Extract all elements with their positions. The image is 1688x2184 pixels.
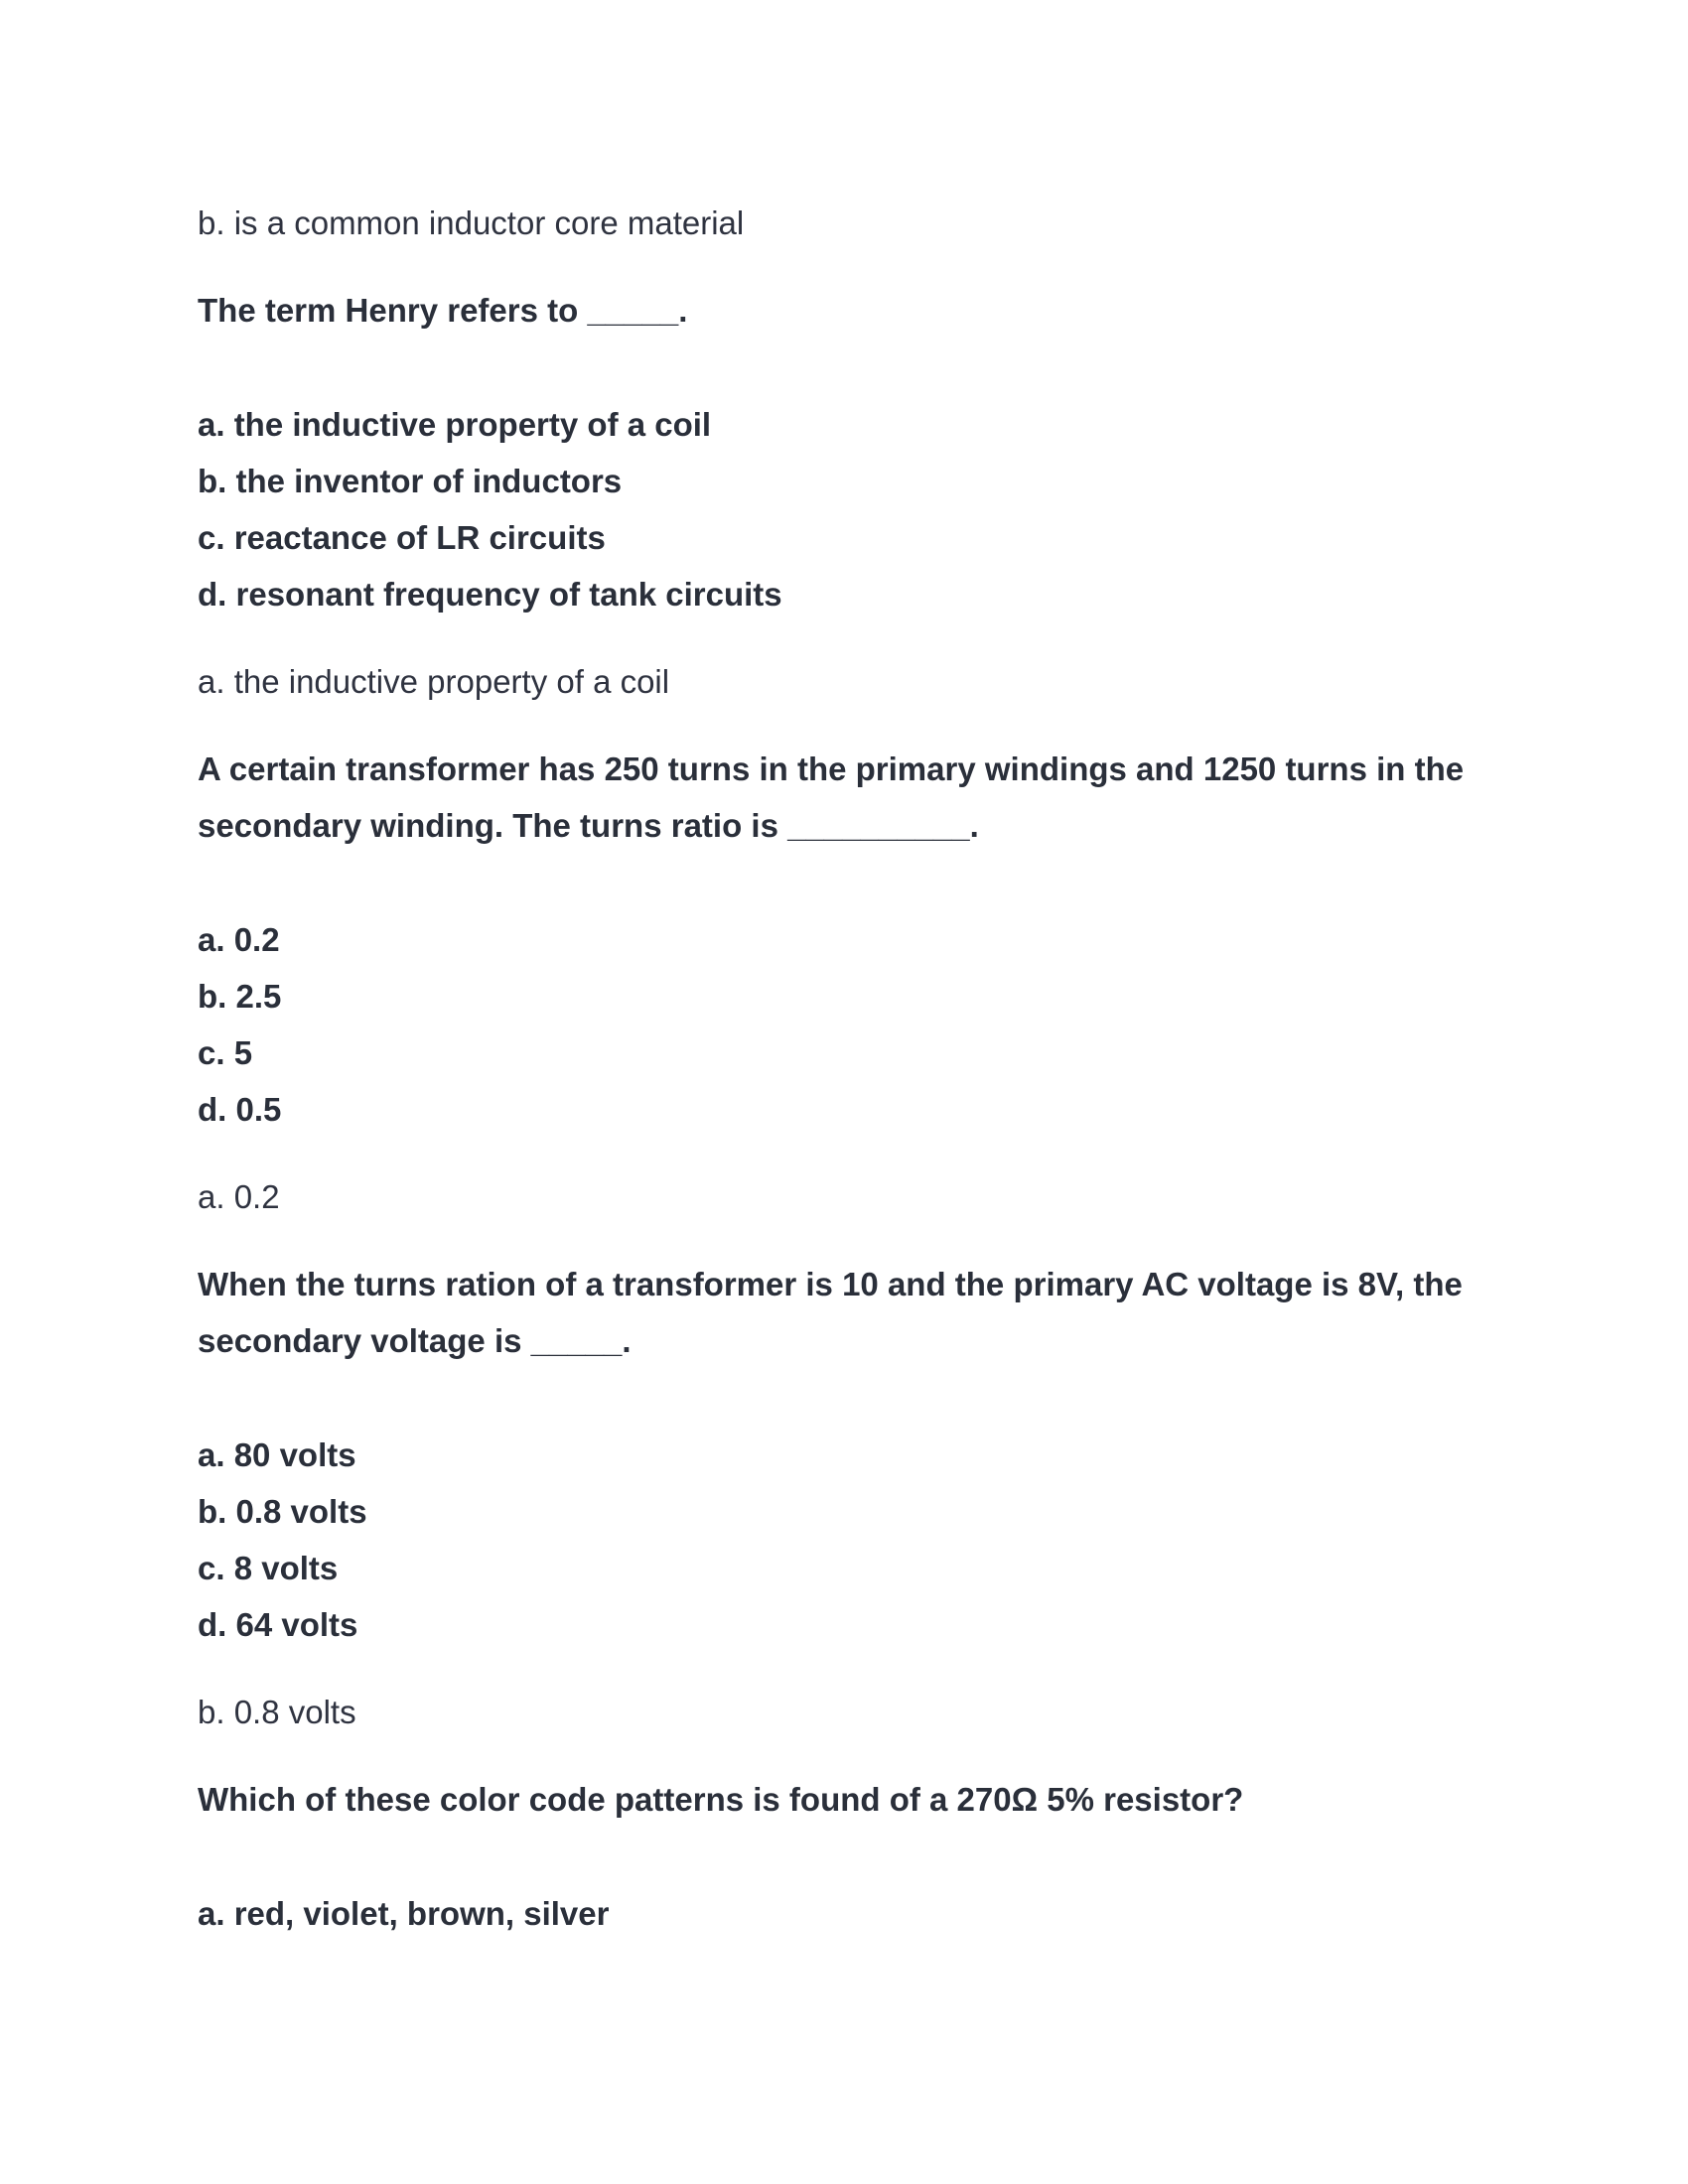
previous-answer: b. is a common inductor core material <box>198 205 745 241</box>
question-color-code: Which of these color code patterns is found of a 270Ω 5% resistor? <box>198 1781 1244 1818</box>
question-henry: The term Henry refers to _____. <box>198 292 688 329</box>
option-item: d. 0.5 <box>198 1091 282 1128</box>
option-item: b. 0.8 volts <box>198 1493 367 1530</box>
option-item: a. 0.2 <box>198 921 280 958</box>
question-line: secondary winding. The turns ratio is __________. <box>198 807 979 844</box>
options-secondary-voltage <box>198 1427 1508 1653</box>
option-item: c. 8 volts <box>198 1550 339 1586</box>
question-turns-ratio <box>198 741 1508 854</box>
question-line: When the turns ration of a transformer is 10 and the primary AC voltage is 8V, the <box>198 1266 1463 1302</box>
option-item: d. resonant frequency of tank circuits <box>198 576 782 613</box>
options-turns-ratio <box>198 911 1508 1138</box>
option-item: a. red, violet, brown, silver <box>198 1895 610 1932</box>
option-item: c. 5 <box>198 1034 253 1071</box>
options-henry <box>198 396 1508 622</box>
option-item: d. 64 volts <box>198 1606 358 1643</box>
option-item: a. 80 volts <box>198 1436 356 1473</box>
option-item: b. the inventor of inductors <box>198 463 623 499</box>
option-item: b. 2.5 <box>198 978 282 1015</box>
answer-secondary-voltage: b. 0.8 volts <box>198 1694 356 1730</box>
option-item: a. the inductive property of a coil <box>198 406 712 443</box>
question-secondary-voltage <box>198 1256 1508 1369</box>
option-item: c. reactance of LR circuits <box>198 519 606 556</box>
options-color-code <box>198 1885 1508 1942</box>
quiz-content <box>198 195 1508 1942</box>
answer-henry: a. the inductive property of a coil <box>198 663 670 700</box>
answer-turns-ratio: a. 0.2 <box>198 1178 280 1215</box>
question-line: A certain transformer has 250 turns in the primary windings and 1250 turns in the <box>198 751 1465 787</box>
question-line: secondary voltage is _____. <box>198 1322 632 1359</box>
